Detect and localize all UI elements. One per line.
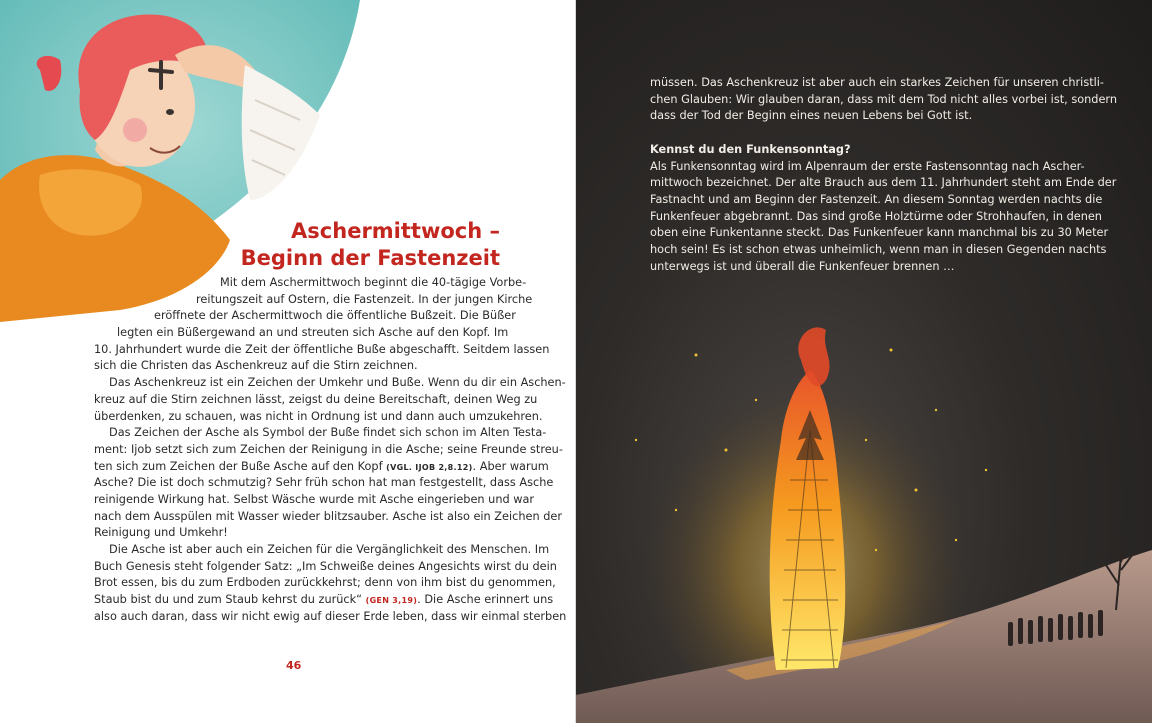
title-line-2: Beginn der Fastenzeit — [240, 246, 500, 270]
text-line: überdenken, zu schauen, was nicht in Ordnung ist und dann auch umzukehren. — [94, 409, 543, 423]
text-line — [94, 592, 554, 609]
text-line — [94, 459, 549, 476]
text-line: Mit dem Aschermittwoch beginnt die 40-tägige Vorbe- — [220, 276, 527, 289]
text-line: mittwoch bezeichnet. Der alte Brauch aus dem 11. Jahrhundert steht am Ende der — [650, 176, 1117, 190]
text-line: nach dem Ausspülen mit Wasser wieder blitzsauber. Asche ist also ein Zeichen der — [94, 509, 562, 523]
text-line: ment: Ijob setzt sich zum Zeichen der Reinigung in die Asche; seine Freunde streu- — [94, 442, 563, 456]
text-line: Reinigung und Umkehr! — [94, 526, 228, 540]
text-line: Brot essen, bis du zum Erdboden zurückkehrst; denn von ihm bist du genommen, — [94, 576, 556, 590]
title-line-1: Aschermittwoch – — [291, 219, 500, 243]
text-line: 10. Jahrhundert wurde die Zeit der öffentliche Buße abgeschafft. Seitdem lassen — [94, 342, 550, 356]
text-line: unterwegs ist und überall die Funkenfeuer brennen … — [650, 259, 955, 273]
text-line: reinigende Wirkung hat. Selbst Wäsche wurde mit Asche eingerieben und war — [94, 492, 535, 506]
text-line: reitungszeit auf Ostern, die Fastenzeit. In der jungen Kirche — [196, 292, 533, 306]
text-line: Das Aschenkreuz ist ein Zeichen der Umkehr und Buße. Wenn du dir ein Aschen- — [109, 376, 566, 390]
bible-reference: (GEN 3,19) — [365, 596, 418, 606]
text-line: Die Asche ist aber auch ein Zeichen für die Vergänglichkeit des Menschen. Im — [109, 543, 550, 556]
bonfire-illustration — [576, 300, 1152, 723]
text-segment: ten sich zum Zeichen der Buße Asche auf den Kopf — [94, 459, 387, 473]
page-number: 46 — [286, 659, 302, 672]
text-line: müssen. Das Aschenkreuz ist aber auch ein starkes Zeichen für unseren christli- — [650, 76, 1104, 89]
text-line: Funkenfeuer abgebrannt. Das sind große Holztürme oder Strohhaufen, in denen — [650, 209, 1102, 223]
funkensonntag-section — [650, 142, 1117, 276]
text-line: hoch sein! Es ist schon etwas unheimlich, wenn man in diesen Gegenden nachts — [650, 243, 1107, 257]
text-line: Fastnacht und am Beginn der Fastenzeit. An diesem Sonntag werden nachts die — [650, 193, 1103, 207]
text-line: eröffnete der Aschermittwoch die öffentliche Bußzeit. Die Büßer — [154, 309, 516, 323]
text-line: sich die Christen das Aschenkreuz auf die Stirn zeichnen. — [94, 359, 418, 373]
text-line: oben eine Funkentanne steckt. Das Funkenfeuer kann manchmal bis zu 30 Meter — [650, 226, 1109, 240]
text-line: legten ein Büßergewand an und streuten sich Asche auf den Kopf. Im — [117, 326, 509, 340]
text-line: also auch daran, dass wir nicht ewig auf dieser Erde leben, dass wir einmal sterben — [94, 609, 567, 623]
bible-reference: (VGL. IJOB 2,8.12) — [386, 462, 473, 472]
text-line: Buch Genesis steht folgender Satz: „Im Schweiße deines Angesichts wirst du dein — [94, 559, 557, 573]
text-line: dass der Tod der Beginn eines neuen Lebens bei Gott ist. — [650, 109, 973, 123]
article-body — [94, 275, 567, 625]
text-line: Asche? Die ist doch schmutzig? Sehr früh schon hat man festgestellt, dass Asche — [94, 476, 554, 490]
text-line: Das Zeichen der Asche als Symbol der Buße findet sich schon im Alten Testa- — [109, 426, 547, 440]
text-segment: Staub bist du und zum Staub kehrst du zurück“ — [94, 593, 366, 607]
text-line: chen Glauben: Wir glauben daran, dass mit dem Tod nicht alles vorbei ist, sondern — [650, 92, 1118, 106]
text-segment: . Die Asche erinnert uns — [417, 593, 554, 607]
text-line: Als Funkensonntag wird im Alpenraum der erste Fastensonntag nach Ascher- — [650, 159, 1085, 173]
page-title — [200, 218, 500, 272]
text-line: kreuz auf die Stirn zeichnen lässt, zeigst du deine Bereitschaft, deinen Weg zu — [94, 392, 538, 406]
right-intro-text — [650, 75, 1118, 125]
text-segment: . Aber warum — [472, 459, 549, 473]
section-heading: Kennst du den Funkensonntag? — [650, 143, 851, 156]
